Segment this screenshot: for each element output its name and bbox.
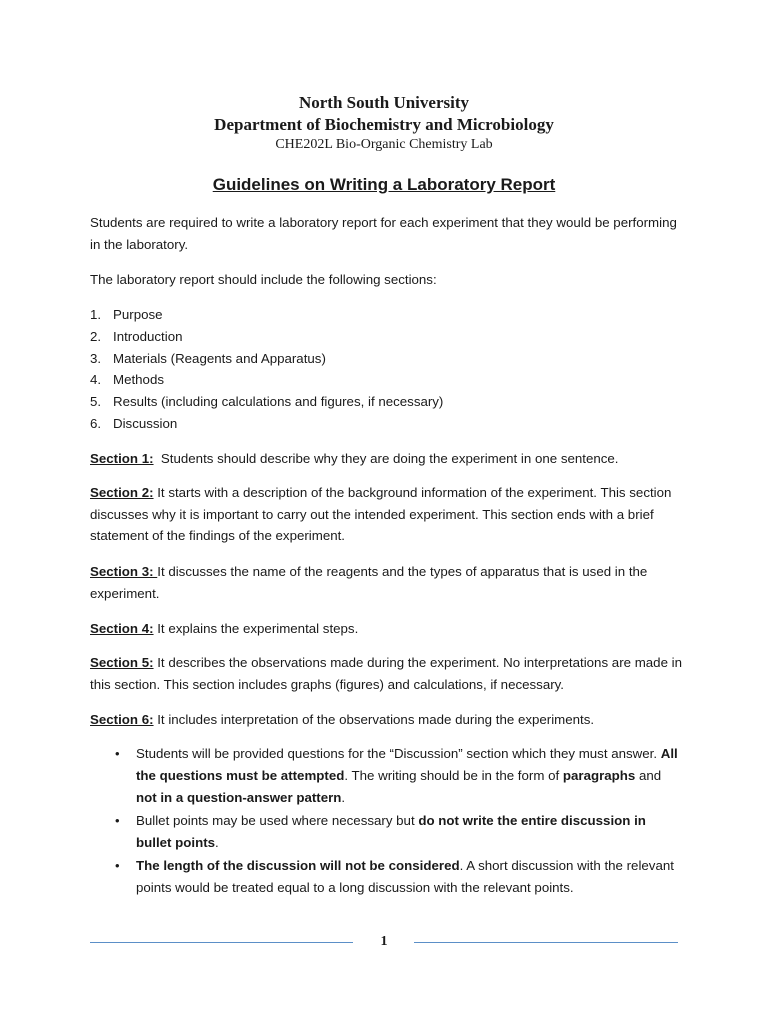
bullet-1-text-d: .: [341, 790, 346, 805]
bullet-2-bold-a: do not write the entire discussion in bullet points: [136, 813, 646, 850]
list-item-label: Purpose: [113, 307, 163, 322]
bullet-item: [90, 810, 682, 854]
section-6-label: Section 6:: [90, 712, 154, 727]
section-3-text: It discusses the name of the reagents and the types of apparatus that is used in the experiment.: [90, 564, 648, 601]
list-number: 6.: [90, 415, 102, 431]
section-2-text: It starts with a description of the background information of the experiment. This section discusses why it is important to carry out the intended experiment. This section ends with a brief statement of the findings of the experiment.: [90, 485, 672, 544]
bullet-2-text-b: .: [215, 835, 219, 850]
section-1-label: Section 1:: [90, 451, 154, 466]
university-name: North South University: [298, 93, 469, 112]
sections-lead-paragraph: The laboratory report should include the following sections:: [90, 272, 437, 287]
list-item-label: Materials (Reagents and Apparatus): [113, 350, 326, 366]
discussion-bullet-list: [90, 743, 682, 900]
list-item: [90, 304, 682, 326]
bullet-marker: •: [115, 858, 120, 873]
section-5-paragraph: [90, 652, 682, 695]
bullet-marker: •: [115, 746, 120, 761]
list-item-label: Methods: [113, 372, 164, 388]
page-number: 1: [380, 934, 388, 949]
bullet-2-text-a: Bullet points may be used where necessary but: [136, 813, 419, 828]
list-number: 1.: [90, 307, 102, 322]
section-1-paragraph: [90, 448, 682, 470]
list-item: [90, 369, 682, 391]
section-2-label: Section 2:: [90, 485, 154, 500]
section-5-label: Section 5:: [90, 655, 154, 670]
bullet-3-bold-a: The length of the discussion will not be considered: [136, 858, 460, 873]
department-name: Department of Biochemistry and Microbiology: [214, 115, 554, 134]
list-number: 2.: [90, 328, 102, 344]
list-item-label: Results (including calculations and figures, if necessary): [113, 394, 444, 410]
bullet-item: [90, 743, 682, 809]
section-3-label: Section 3:: [90, 564, 158, 579]
list-number: 4.: [90, 372, 102, 388]
bullet-marker: •: [115, 813, 120, 828]
section-6-text: It includes interpretation of the observations made during the experiments.: [153, 712, 595, 727]
bullet-1-bold-a: All the questions must be attempted: [136, 746, 678, 783]
bullet-1-bold-b: paragraphs: [562, 768, 636, 783]
bullet-3-text-a: . A short discussion with the relevant points would be treated equal to a long discussion with the relevant points.: [136, 858, 674, 895]
bullet-1-text-b: . The writing should be in the form of: [344, 768, 563, 783]
section-3-paragraph: [90, 561, 682, 604]
list-item: [90, 326, 682, 348]
list-item: [90, 348, 682, 370]
bullet-1-text-c: and: [635, 768, 662, 783]
footer-divider-left: [90, 942, 353, 943]
course-name: CHE202L Bio-Organic Chemistry Lab: [275, 137, 493, 152]
section-1-text: Students should describe why they are doing the experiment in one sentence.: [153, 451, 619, 466]
intro-paragraph: Students are required to write a laboratory report for each experiment that they would be performing in the laboratory.: [90, 215, 677, 252]
footer-divider-right: [414, 942, 678, 943]
section-4-paragraph: [90, 618, 682, 640]
list-item: [90, 391, 682, 413]
list-item: [90, 413, 682, 435]
list-number: 5.: [90, 394, 102, 410]
bullet-1-text-a: Students will be provided questions for the “Discussion” section which they must answer.: [136, 746, 661, 761]
section-4-label: Section 4:: [90, 621, 154, 636]
section-5-text: It describes the observations made during the experiment. No interpretations are made in this section. This section includes graphs (figures) and calculations, if necessary.: [90, 655, 683, 692]
bullet-1-bold-c: not in a question-answer pattern: [136, 790, 342, 805]
section-2-paragraph: [90, 482, 682, 547]
list-item-label: Introduction: [113, 328, 183, 344]
section-6-paragraph: [90, 709, 682, 731]
document-title: Guidelines on Writing a Laboratory Report: [212, 175, 556, 194]
list-number: 3.: [90, 350, 102, 366]
section-4-text: It explains the experimental steps.: [153, 621, 359, 636]
section-list: [90, 304, 682, 435]
list-item-label: Discussion: [113, 415, 178, 431]
bullet-item: [90, 855, 682, 899]
